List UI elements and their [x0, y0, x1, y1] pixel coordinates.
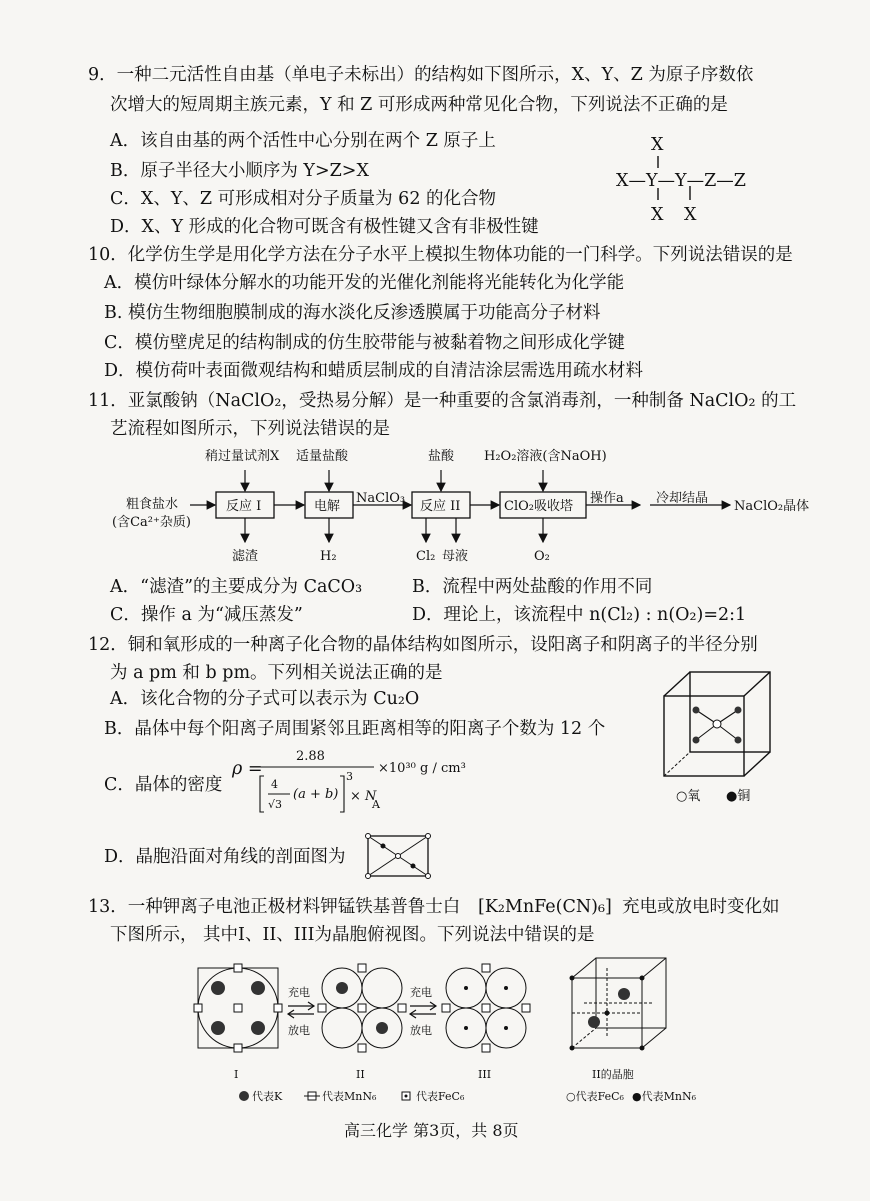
q9-structure-bottom-x2: X — [684, 205, 697, 225]
legend-mnn6-cell: ●代表MnN₆ — [632, 1090, 696, 1103]
flow-input-h2o2: H₂O₂溶液(含NaOH) — [484, 449, 607, 464]
formula-den-exp: 3 — [346, 770, 353, 783]
q12-option-c: C．晶体的密度 — [104, 775, 223, 795]
q11-option-c: C．操作 a 为“减压蒸发” — [110, 605, 303, 625]
q13-label-iii: III — [478, 1068, 492, 1081]
flow-raw-brine: 粗食盐水 — [126, 497, 179, 512]
flow-input-reagent-x: 稍过量试剂X — [205, 449, 280, 464]
q13-lattice-1 — [188, 958, 288, 1058]
q11-option-b: B．流程中两处盐酸的作用不同 — [412, 577, 653, 597]
flow-product: NaClO₂晶体 — [734, 499, 810, 514]
flow-box-reaction-1: 反应 I — [226, 499, 262, 514]
q11-option-a: A．“滤渣”的主要成分为 CaCO₃ — [110, 577, 363, 597]
flow-box-electrolysis: 电解 — [314, 499, 341, 514]
flow-operation-a: 操作a — [590, 491, 624, 506]
q9-structure-bottom-x1: X — [651, 205, 664, 225]
formula-den-frac-num: 4 — [271, 778, 278, 791]
q11-stem-line2: 艺流程如图所示，下列说法错误的是 — [110, 419, 390, 439]
q13-stem-line1b: 充电或放电时变化如 — [622, 897, 780, 917]
flow-naclo3-label: NaClO₃ — [356, 491, 406, 506]
q9-option-a: A．该自由基的两个活性中心分别在两个 Z 原子上 — [110, 131, 496, 151]
formula-tail: ×10³⁰ g / cm³ — [378, 761, 466, 776]
q13-stem-line2: 下图所示， 其中I、II、III为晶胞俯视图。下列说法中错误的是 — [110, 925, 595, 945]
q13-stem-line1: 13．一种钾离子电池正极材料钾锰铁基普鲁士白 — [88, 897, 461, 917]
q10-option-c: C．模仿壁虎足的结构制成的仿生胶带能与被黏着物之间形成化学键 — [104, 333, 625, 353]
q13-label-ii-cell: II的晶胞 — [592, 1068, 634, 1081]
flow-out-residue: 滤渣 — [232, 549, 259, 564]
legend-fec6-icon — [398, 1089, 414, 1103]
q12-option-d: D．晶胞沿面对角线的剖面图为 — [104, 847, 346, 867]
q12-option-a: A．该化合物的分子式可以表示为 Cu₂O — [110, 689, 420, 709]
q10-option-d: D．模仿荷叶表面微观结构和蜡质层制成的自清洁涂层需选用疏水材料 — [104, 361, 644, 381]
legend-k: 代表K — [252, 1090, 283, 1103]
flow-out-cl2: Cl₂ — [416, 549, 436, 564]
q9-structure-chain: X—Y—Y—Z—Z — [616, 171, 746, 191]
q13-arrow1-discharge: 放电 — [288, 1024, 310, 1037]
formula-numerator: 2.88 — [296, 749, 325, 764]
formula-den-tail: × N — [350, 789, 377, 804]
formula-den-paren: (a + b) — [293, 787, 339, 802]
q9-option-d: D．X、Y 形成的化合物可既含有极性键又含有非极性键 — [110, 217, 539, 237]
formula-rho: ρ = — [232, 759, 263, 779]
q12-cross-section-diagram — [366, 834, 430, 878]
legend-fec6-cell: ○代表FeC₆ — [566, 1090, 624, 1103]
q12-stem-line1: 12．铜和氧形成的一种离子化合物的晶体结构如图所示，设阳离子和阴离子的半径分别 — [88, 635, 758, 655]
q9-structure-top-x: X — [651, 135, 664, 155]
legend-k-icon — [238, 1090, 250, 1102]
flow-cool-crystallize: 冷却结晶 — [656, 491, 709, 506]
legend-fec6: 代表FeC₆ — [416, 1090, 465, 1103]
q13-arrow1-charge: 充电 — [288, 986, 310, 999]
q13-lattice-3 — [436, 958, 536, 1058]
formula-den-frac-den: √3 — [268, 798, 283, 811]
flow-out-mother-liquor: 母液 — [442, 549, 469, 564]
flow-input-hcl-2: 盐酸 — [428, 449, 455, 464]
q9-option-c: C．X、Y、Z 可形成相对分子质量为 62 的化合物 — [110, 189, 497, 209]
q11-stem-line1: 11．亚氯酸钠（NaClO₂，受热易分解）是一种重要的含氯消毒剂，一种制备 NaClO₂ 的工 — [88, 391, 797, 411]
flow-input-hcl-1: 适量盐酸 — [296, 449, 349, 464]
q10-option-a: A．模仿叶绿体分解水的功能开发的光催化剂能将光能转化为化学能 — [104, 273, 625, 293]
q10-option-b: B. 模仿生物细胞膜制成的海水淡化反渗透膜属于功能高分子材料 — [104, 303, 601, 323]
formula-den-sub: A — [372, 798, 380, 811]
q9-option-b: B．原子半径大小顺序为 Y>Z>X — [110, 161, 369, 181]
q13-arrow2-charge: 充电 — [410, 986, 432, 999]
q12-stem-line2: 为 a pm 和 b pm。下列相关说法正确的是 — [110, 663, 443, 683]
flow-out-o2: O₂ — [534, 549, 550, 564]
flow-box-clo2-absorber: ClO₂吸收塔 — [504, 499, 573, 514]
q12-option-b: B．晶体中每个阳离子周围紧邻且距离相等的阳离子个数为 12 个 — [104, 719, 606, 739]
q9-stem-line2: 次增大的短周期主族元素，Y 和 Z 可形成两种常见化合物，下列说法不正确的是 — [110, 95, 728, 115]
flow-out-h2: H₂ — [320, 549, 337, 564]
legend-copper: ●铜 — [726, 789, 751, 804]
q13-formula: [K₂MnFe(CN)₆] — [478, 897, 612, 917]
q11-option-d: D．理论上，该流程中 n(Cl₂) : n(O₂)=2:1 — [412, 605, 747, 625]
legend-mnn6: 代表MnN₆ — [322, 1090, 377, 1103]
legend-oxygen: ○氧 — [676, 789, 701, 804]
q13-lattice-2 — [312, 958, 412, 1058]
q13-arrow2-discharge: 放电 — [410, 1024, 432, 1037]
q10-stem: 10．化学仿生学是用化学方法在分子水平上模拟生物体功能的一门科学。下列说法错误的是 — [88, 245, 793, 265]
q12-crystal-cell — [660, 668, 780, 778]
q13-label-ii: II — [356, 1068, 365, 1081]
q13-cell-2 — [566, 952, 676, 1062]
q13-label-i: I — [234, 1068, 239, 1081]
q9-stem-line1: 9．一种二元活性自由基（单电子未标出）的结构如下图所示，X、Y、Z 为原子序数依 — [88, 65, 754, 85]
page-footer: 高三化学 第3页，共 8页 — [344, 1121, 519, 1140]
flow-box-reaction-2: 反应 II — [420, 499, 461, 514]
flow-raw-note: (含Ca²⁺杂质) — [112, 515, 191, 530]
legend-mnn6-icon — [304, 1089, 320, 1103]
